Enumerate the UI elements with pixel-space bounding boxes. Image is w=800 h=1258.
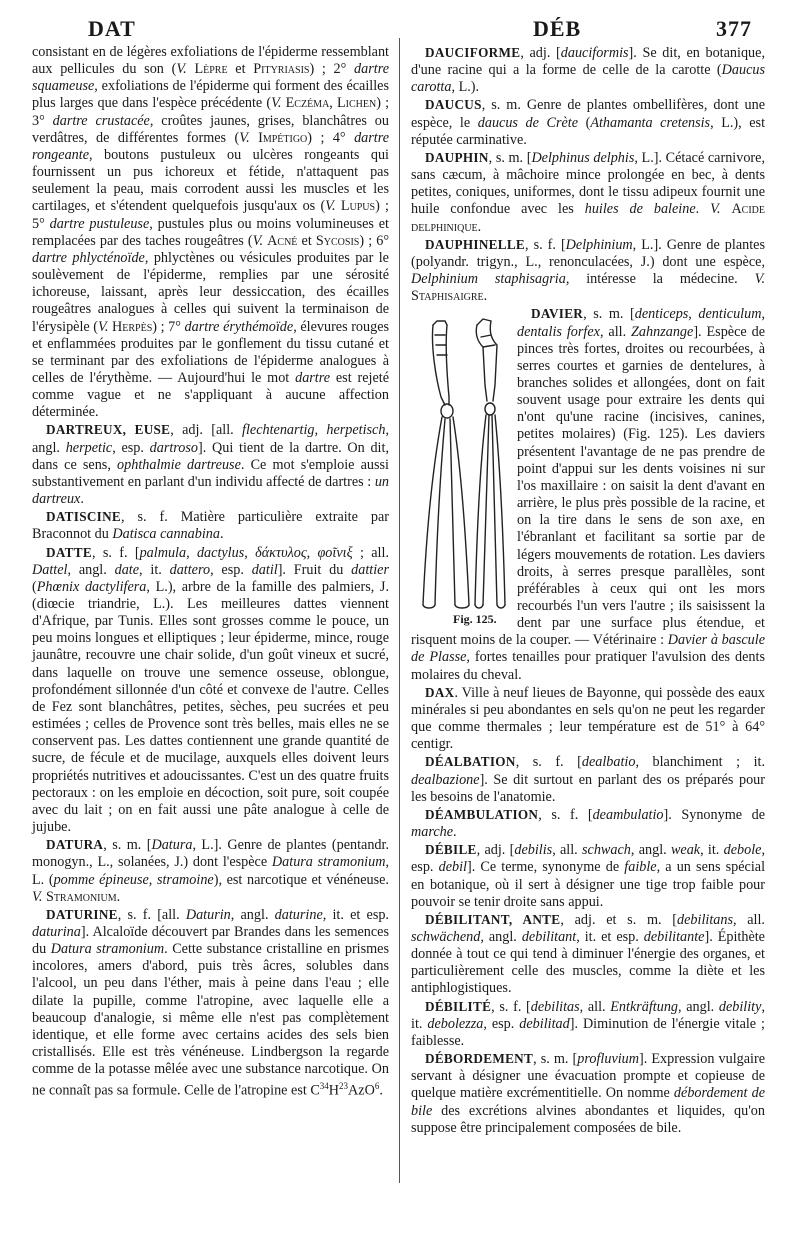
entry-text: dattier bbox=[351, 561, 389, 578]
entry-text: , all. bbox=[579, 998, 611, 1015]
entry-text: . bbox=[695, 201, 711, 218]
entry-text: debil bbox=[438, 859, 467, 876]
entry-text: Delphinium bbox=[565, 236, 633, 253]
entry-text: , s. m. Genre de plantes ombellifères, dont une espèce, le bbox=[411, 97, 765, 131]
entry-headword: DAX bbox=[425, 684, 455, 700]
entry-text: . bbox=[116, 888, 121, 905]
entry-text: H bbox=[328, 1083, 340, 1100]
entry-text: debility bbox=[718, 998, 762, 1015]
entry-text: . bbox=[483, 288, 488, 305]
entry-headword: DATISCINE bbox=[46, 509, 122, 525]
entry-debilite bbox=[411, 998, 765, 1050]
entry-headword: DATURA bbox=[46, 837, 104, 853]
entry-text: δάκτυλος, φοῖνιξ bbox=[255, 544, 353, 561]
entry-text: Zahnzange bbox=[631, 323, 694, 340]
entry-text: herpetic bbox=[65, 439, 113, 456]
entry-text: dartre érythémoïde bbox=[184, 318, 294, 335]
entry-daucus bbox=[411, 96, 765, 148]
column-rule bbox=[399, 38, 400, 1183]
entry-text: ]. Se dit, en botanique, d'une racine qui a la forme de celle de la carotte ( bbox=[411, 45, 765, 79]
entry-text: dartre bbox=[295, 369, 331, 386]
entry-text: flechtenartig, herpetisch bbox=[242, 422, 386, 439]
entry-text: ]. Expression vulgaire servant à désigner une évacuation prompte et copieuse de quelque matière excrémentitielle. On nomme bbox=[411, 1051, 766, 1102]
entry-text: , it. et esp. bbox=[322, 906, 389, 923]
entry-text: Acné bbox=[267, 232, 298, 249]
entry-text: Phœnix dactylifera bbox=[36, 578, 147, 595]
entry-text: ophthalmie dartreuse bbox=[117, 456, 241, 473]
entry-text: Davier à bascule de Plasse bbox=[411, 632, 765, 666]
entry-text: , angl. bbox=[480, 928, 522, 945]
entry-text: ]. Alcaloïde découvert par Brandes dans les semences du bbox=[32, 923, 389, 958]
entry-text: , all. bbox=[552, 842, 583, 859]
entry-text: Lèpre bbox=[194, 61, 228, 78]
entry-datiscine bbox=[32, 508, 389, 543]
entry-dax bbox=[411, 684, 765, 754]
entry-text: . Ce mot s'emploie aussi substantivement en parlant d'un individu affecté de dartres : bbox=[32, 456, 389, 490]
entry-text: V. bbox=[239, 129, 250, 146]
entry-text: faible bbox=[624, 859, 657, 876]
entry-headword: DÉBORDEMENT bbox=[425, 1051, 534, 1067]
entry-text: V. bbox=[754, 271, 765, 288]
entry-text: , s. f. [ bbox=[538, 806, 593, 823]
entry-text: Delphinium staphisagria bbox=[411, 271, 566, 288]
entry-text: , L.]. Genre de plantes (polyandr. trigyn., L., renonculacées, J.) dont une espèce, bbox=[411, 236, 765, 270]
entry-datte bbox=[32, 544, 389, 837]
entry-dealbation bbox=[411, 753, 765, 805]
entry-text: V. bbox=[98, 318, 109, 335]
entry-text: , esp. bbox=[411, 842, 766, 876]
entry-text: , angl. bbox=[67, 561, 115, 578]
left-column bbox=[32, 44, 389, 1100]
running-head-left: DAT bbox=[88, 16, 136, 41]
entry-text: Daucus carotta bbox=[411, 62, 765, 96]
entry-text: consistant en de légères exfoliations de l'épiderme ressemblant aux pellicules du son ( bbox=[32, 44, 389, 78]
entry-text bbox=[250, 130, 258, 146]
entry-text: debolezza bbox=[427, 1015, 484, 1032]
page-number: 377 bbox=[716, 16, 752, 41]
entry-text: ( bbox=[32, 578, 37, 595]
entry-text bbox=[721, 201, 732, 217]
entry-text: ; all. bbox=[352, 544, 389, 561]
entry-text: , bbox=[244, 544, 256, 561]
entry-text: ) ; 7° bbox=[152, 318, 185, 335]
entry-text: , it. bbox=[411, 998, 765, 1032]
entry-text: est rejeté comme vague et ne s'appliquant à aucune affection déterminée. bbox=[32, 369, 389, 421]
entry-text: debole bbox=[723, 842, 762, 859]
entry-text: V. bbox=[32, 888, 43, 905]
dental-forceps-illustration bbox=[411, 305, 511, 626]
entry-text: 23 bbox=[339, 1081, 349, 1092]
entry-text: , s. f. [ bbox=[515, 754, 582, 771]
entry-text: , it. bbox=[700, 842, 724, 859]
entry-text: ) ; 6° bbox=[359, 232, 390, 249]
entry-text: Staphisaigre bbox=[411, 288, 484, 305]
entry-datura bbox=[32, 836, 389, 906]
entry-text: denticeps, denticulum, dentalis forfex bbox=[517, 306, 766, 340]
entry-text: , angl. bbox=[32, 422, 389, 456]
entry-text: , s. f. [ bbox=[525, 236, 566, 253]
entry-text: , angl. bbox=[630, 842, 671, 859]
entry-text: dartre squameuse bbox=[32, 61, 389, 95]
entry-text: palmula, dactylus bbox=[139, 544, 245, 561]
entry-headword: DÉBILITÉ bbox=[425, 998, 492, 1014]
entry-text: ]. Fruit du bbox=[277, 561, 352, 578]
entry-text: V. bbox=[710, 201, 721, 218]
entry-text: V. bbox=[271, 95, 282, 112]
entry-text: , L.]. Genre de plantes (pentandr. monogyn., L., solanées, J.) dont l'espèce bbox=[32, 837, 390, 871]
right-column-bottom-entries bbox=[411, 684, 765, 1137]
entry-text: debilitas bbox=[530, 998, 580, 1015]
entry-text: , pustules plus ou moins volumineuses et remplacées par des taches rougeâtres ( bbox=[32, 215, 389, 249]
entry-text: , adj. [ bbox=[476, 842, 515, 859]
entry-text: , a un sens spécial en botanique, où il sert à désigner une tige trop faible pour pouvoir se tenir droite sans appui. bbox=[411, 859, 766, 910]
entry-text: debilitante bbox=[643, 928, 705, 945]
entry-text: dartre rongeante bbox=[32, 129, 390, 163]
entry-dartre_cont bbox=[32, 44, 389, 421]
entry-text: un dartreux bbox=[32, 473, 389, 508]
entry-text: , esp. bbox=[210, 561, 252, 578]
entry-headword: DAUCIFORME bbox=[425, 45, 521, 60]
entry-headword: DATURINE bbox=[46, 906, 118, 922]
entry-text: Herpès bbox=[112, 318, 153, 335]
entry-text: date bbox=[114, 561, 140, 578]
entry-text: ]. Ce terme, synonyme de bbox=[466, 859, 625, 876]
entry-text: ]. Synonyme de bbox=[663, 806, 765, 823]
entry-text: Eczéma, Lichen bbox=[285, 95, 377, 112]
entry-text: , s. m. [ bbox=[533, 1051, 578, 1068]
entry-text: , élevures rouges et enflammées produites par le gonflement du tissu cutané et se terminant par des exfoliations de l'épiderme analogues à celles de l'érythème. — Aujourd'hui le mot bbox=[32, 318, 390, 386]
entry-debile bbox=[411, 841, 765, 911]
entry-text: debilitant bbox=[521, 928, 577, 945]
entry-text: daturine bbox=[274, 906, 323, 923]
entry-text: Impétigo bbox=[258, 129, 308, 146]
entry-davier bbox=[411, 305, 765, 683]
entry-text: dealbazione bbox=[411, 771, 480, 788]
entry-text: daucus de Crète bbox=[477, 114, 579, 131]
entry-text: V. bbox=[325, 198, 336, 215]
figure-caption: Fig. 125. bbox=[453, 612, 497, 627]
entry-text: . Cette substance cristalline en prismes incolores, amers d'abord, puis très âcres, solubles dans l'alcool, un peu dans l'éther, mais à peine dans l'eau ; elle dilate la pupille, comme l'atropine, avec laquelle elle a beaucoup d'analogie, si même elle n'est pas complètement identique, et elle forme avec certains acides des sels bien cristallisés. Elle est très vénéneuse. Lindbergson la regarde comme de la potasse mêlée avec une substance narcotique. On ne connaît pas sa formule. Celle de l'atropine est C bbox=[32, 941, 389, 1100]
running-head-center: DÉB bbox=[533, 16, 582, 41]
entry-text: Lupus bbox=[340, 198, 376, 215]
entry-text: , it. et esp. bbox=[576, 928, 644, 945]
entry-headword: DAUCUS bbox=[425, 97, 482, 113]
entry-text: ]. Se dit surtout en parlant des os préparés pour les besoins de l'anatomie. bbox=[411, 771, 765, 805]
entry-text: Pityriasis bbox=[253, 61, 310, 78]
entry-text: V. bbox=[176, 61, 187, 78]
right-column-top-entries bbox=[411, 44, 765, 305]
entry-debilitant bbox=[411, 911, 765, 998]
entry-text: pomme épineuse, stramoine bbox=[53, 871, 214, 888]
entry-text: des excrétions alvines abondantes et liquides, qu'on suppose être principalement composées de bile. bbox=[411, 1102, 765, 1136]
entry-text: ( bbox=[578, 114, 591, 131]
entry-text: . bbox=[80, 491, 84, 508]
entry-text: ]. Épithète donnée à tout ce qui tend à diminuer l'énergie des organes, et particulièrement celle des muscles, comme la diète et les antiphlogistiques. bbox=[411, 928, 765, 997]
entry-text: débordement de bile bbox=[411, 1085, 765, 1119]
entry-text: . bbox=[219, 526, 224, 543]
entry-text: Acide delphinique bbox=[411, 201, 766, 235]
entry-text: ]. Qui tient de la dartre. On dit, dans ce sens, bbox=[32, 439, 389, 473]
entry-text: , L.), arbre de la famille des palmiers, J. (diœcie triandrie, L.). Les meilleures dattes viennent d'Afrique, par Tunis. Elles sont grosses comme le pouce, un peu moins longues et elliptiques ; leur épiderme, mince, rouge jaunâtre, recouvre une chair solide, d'un goût vineux et sucré, dans laquelle on trouve une semence osseuse, oblongue, profondément sillonnée d'un côté et convexe de l'autre. Celles de Fez sont blanchâtres, petites, sèches, peu sucrées et peu estimées ; celles de Provence sont très belles, mais elles ne se conservent pas. Les dattes contiennent une grande quantité de sucre, de fécule et de mucilage, auxquels elles doivent leurs propriétés nutritives et adoucissantes. C'est un des quatre fruits pectoraux : on les emploie en décoction, soit pure, soit coupée avec du lait ; on en fait aussi une pâte analogue à celle de jujube. bbox=[32, 578, 389, 836]
entry-headword: DÉAMBULATION bbox=[425, 806, 539, 822]
entry-text: et bbox=[227, 61, 254, 78]
entry-dauciforme bbox=[411, 44, 765, 96]
entry-deambulation bbox=[411, 806, 765, 841]
entry-text: weak bbox=[670, 842, 701, 859]
entry-text: daturina bbox=[32, 923, 81, 940]
entry-text: , croûtes jaunes, grises, blanchâtres ou verdâtres, de différentes formes ( bbox=[32, 112, 389, 146]
entry-headword: DAUPHIN bbox=[425, 149, 489, 165]
entry-daturine bbox=[32, 906, 389, 1100]
entry-text: dartroso bbox=[149, 439, 199, 456]
entry-text: Daturin bbox=[185, 906, 231, 923]
entry-text: Delphinus delphis bbox=[531, 149, 635, 166]
entry-text: , intéresse la médecine. bbox=[565, 271, 755, 288]
entry-text: Athamanta cretensis bbox=[590, 114, 711, 131]
entry-headword: DAVIER bbox=[531, 306, 584, 322]
entry-text: , s. f. [all. bbox=[117, 906, 186, 923]
entry-text: schwächend bbox=[411, 928, 481, 945]
entry-text: Dattel bbox=[32, 561, 68, 578]
entry-text: . Ville à neuf lieues de Bayonne, qui possède des eaux minérales si peu abondantes en sels qu'on ne peut les regarder que comme thermales ; leur température est de 51° à 64° centigr. bbox=[411, 684, 765, 753]
entry-text: , angl. bbox=[678, 998, 719, 1015]
entry-text: , adj. et s. m. [ bbox=[560, 911, 678, 928]
entry-text: debilis bbox=[514, 842, 553, 859]
entry-text: , esp. bbox=[112, 439, 150, 456]
entry-text: Sycosis bbox=[315, 232, 360, 249]
entry-text: . bbox=[379, 1083, 383, 1100]
entry-text: et bbox=[297, 232, 316, 249]
entry-headword: DATTE bbox=[46, 544, 92, 560]
entry-text: dartre crustacée bbox=[52, 112, 150, 129]
entry-text: dartre pustuleuse bbox=[49, 215, 150, 232]
entry-dartreux bbox=[32, 421, 389, 508]
entry-text: profluvium bbox=[577, 1051, 640, 1068]
entry-headword: DARTREUX, EUSE bbox=[46, 422, 171, 438]
entry-text: ]. Espèce de pinces très fortes, droites ou recourbées, à serres courtes et garnies de dentelures, à branches solides et allongées, dont on fait souvent usage pour extraire les dents qui n'ont qu'une racine (incisives, canines, petites molaires) (Fig. 125). Les daviers présentent l'avantage de ne pas prendre de point d'appui sur les dents voisines ni sur l'os maxillaire : on saisit la dent d'avant en arrière, le plus près possible de la racine, et on la tire dans le sens de son axe, en l'ébranlant et facilitant sa sortie par de légers mouvements de rotation. Les daviers droits, à serres presque parallèles, sont préférables à ceux qui ont les mors recourbés l'un vers l'autre ; ils saisissent la dent par une surface plus étendue, et risquent moins de la couper. — Vétérinaire : bbox=[411, 323, 765, 649]
entry-text: . bbox=[453, 824, 457, 841]
entry-text: dealbatio bbox=[581, 754, 636, 771]
entry-text: ]. Diminution de l'énergie vitale ; faiblesse. bbox=[411, 1015, 765, 1049]
entry-text: Datura bbox=[151, 837, 193, 854]
entry-text: , s. m. [ bbox=[488, 149, 532, 166]
entry-text: dattero bbox=[169, 561, 211, 578]
entry-text: ), est narcotique et vénéneuse. bbox=[213, 871, 389, 888]
entry-text: marche bbox=[411, 824, 454, 841]
entry-text: , s. f. [ bbox=[491, 998, 531, 1015]
right-column bbox=[411, 44, 765, 1137]
entry-text: Datura stramonium bbox=[271, 854, 386, 871]
figure-125 bbox=[411, 305, 511, 626]
entry-text: ) ; 2° bbox=[309, 61, 355, 78]
entry-text: debilitad bbox=[519, 1015, 570, 1032]
entry-text: , L. ( bbox=[32, 854, 389, 888]
entry-text: Datisca cannabina bbox=[112, 526, 220, 543]
entry-headword: DAUPHINELLE bbox=[425, 236, 526, 252]
entry-text: , s. f. [ bbox=[91, 544, 140, 561]
entry-text: datil bbox=[251, 561, 278, 578]
entry-text: Entkräftung bbox=[610, 998, 679, 1015]
entry-text: , angl. bbox=[230, 906, 275, 923]
entry-text: schwach bbox=[582, 842, 631, 859]
entry-text: deambulatio bbox=[592, 806, 664, 823]
entry-text: Datura stramonium bbox=[50, 941, 165, 958]
entry-text: ) ; 3° bbox=[32, 95, 390, 129]
entry-dauphinelle bbox=[411, 236, 765, 306]
entry-text: , adj. [all. bbox=[170, 422, 243, 439]
entry-headword: DÉBILITANT, ANTE bbox=[425, 911, 561, 927]
entry-text: , L.]. Cétacé carnivore, sans cæcum, à mâchoire mince prolongée en bec, à dents petites, coniques, uniformes, dont le tissu adipeux fournit une huile confondue avec les bbox=[411, 149, 765, 218]
entry-text: huiles de baleine bbox=[584, 201, 696, 218]
entry-text: dauciformis bbox=[560, 45, 629, 61]
entry-text: AzO bbox=[348, 1083, 375, 1100]
entry-headword: DÉBILE bbox=[425, 842, 477, 858]
entry-dauphin bbox=[411, 149, 765, 236]
entry-text: Stramonium bbox=[45, 888, 117, 905]
entry-text: , L.), est réputée carminative. bbox=[411, 114, 766, 148]
entry-text: , s. m. [ bbox=[583, 306, 635, 323]
entry-headword: DÉALBATION bbox=[425, 754, 516, 770]
entry-text: , s. f. Matière particulière extraite par Braconnot du bbox=[32, 509, 389, 543]
entry-text: , fortes tenailles pour pratiquer l'avulsion des dents molaires du cheval. bbox=[411, 649, 765, 683]
entry-text: ) ; 4° bbox=[307, 129, 355, 146]
entry-text: , s. m. [ bbox=[103, 837, 152, 854]
entry-text: , boutons pustuleux ou ulcères rongeants qui fournissent un pus ichoreux et fétide, n'attaquent pas seulement la peau, mais corrodent aussi les muscles et les cartilages, et s'étendent quelquefois jusqu'aux os ( bbox=[32, 146, 389, 215]
entry-debordement bbox=[411, 1050, 765, 1137]
entry-text: dartre phlycténoïde bbox=[32, 249, 145, 266]
entry-text: ) ; 5° bbox=[32, 198, 389, 232]
entry-text: , blanchiment ; it. bbox=[635, 754, 765, 771]
entry-text: . bbox=[477, 218, 482, 235]
entry-text: , exfoliations de l'épiderme qui forment des écailles plus larges que dans l'espèce précédente ( bbox=[32, 78, 389, 112]
entry-text: , adj. [ bbox=[520, 45, 561, 61]
entry-text: debilitans bbox=[677, 911, 733, 928]
entry-text: , all. bbox=[732, 911, 765, 928]
entry-text: 34 bbox=[319, 1081, 329, 1092]
entry-text: , all. bbox=[599, 323, 632, 340]
entry-text: , esp. bbox=[483, 1015, 520, 1032]
entry-text: , L.). bbox=[451, 79, 480, 96]
entry-text: 6 bbox=[374, 1081, 380, 1092]
entry-text: , it. bbox=[139, 561, 170, 578]
entry-text: V. bbox=[252, 232, 264, 249]
entry-text: , phlyctènes ou vésicules produites par le soulèvement de l'épiderme, remplies par une sérosité ichoreuse, laissant, après leur dessiccation, des écailles rougeâtres analogues à celles qui suivent la terminaison de l'érysipèle ( bbox=[32, 249, 389, 335]
